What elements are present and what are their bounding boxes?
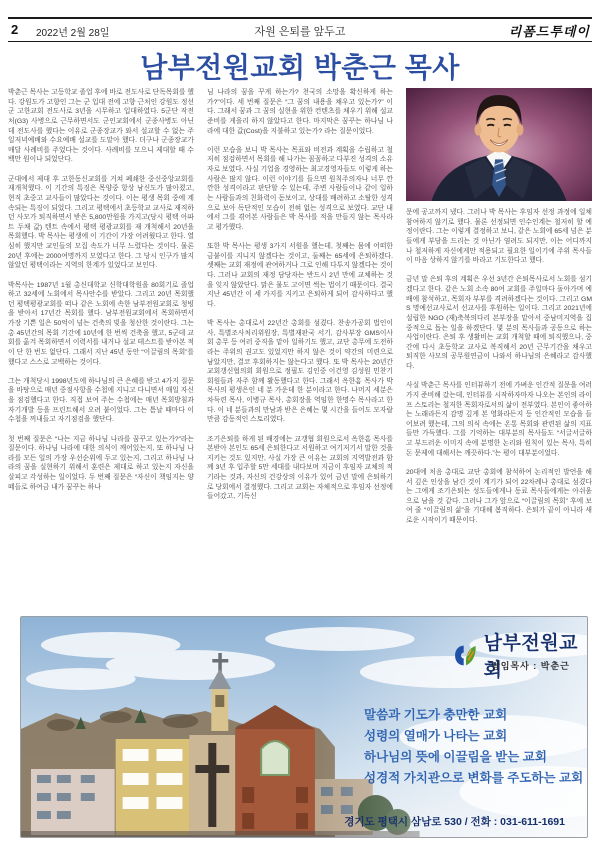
slogan-line: 성경적 가치관으로 변화를 주도하는 교회 <box>364 771 584 785</box>
paragraph: 이런 모습을 보니 박 목사는 목표와 비전과 계획을 수립하고 철저히 점검하면서 목회를 해 나가는 꼼꼼하고 다부진 성격의 소유자로 보였다. 사실 기업을 경영하는 최고경영자들도 이렇게 하는 사람은 많지 않다. 이런 이야기를 들으면 원칙주의자나 너무 깐깐한 성격이라고 판단할 수 있는데, 주변 사람들이나 같이 일하는 사람들과의 친화력이 돋보이고, 상대를 배려하고 소탈한 성격으로 보아 독단적인 모습이 전혀 없는 성격으로 보였다. 교단 내에서 그를 겪어본 사람들은 박 목사를 적을 만들지 않는 목사라고 평가했다. <box>207 146 393 231</box>
article-column-3 <box>406 88 592 609</box>
church-advertisement <box>20 616 588 838</box>
paragraph: 또한 박 목사는 평생 3가지 서원을 했는데, 첫째는 몸에 어떠한 금붙이를 지니지 않겠다는 것이고, 둘째는 65세에 은퇴하겠다. 셋째는 교회 재정에 관여하거나 그로 인해 다투지 않겠다는 것이다. 그러나 교회의 재정 담당자는 반드시 2년 만에 교체하는 것을 잊지 않았단다. 맑은 물도 고이면 썩는 법이기 때문이다. 결국 지난 45년간 이 세 가지를 지키고 은퇴하게 되어 감사하다고 했다. <box>207 242 393 308</box>
header-top-rule <box>8 17 592 19</box>
article-column-1 <box>8 88 194 609</box>
paragraph: 박춘근 목사는 고등학교 졸업 후에 바로 전도사로 단독목회를 했다. 강원도가 고향인 그는 군 입대 전에 고향 근처인 강원도 정선군 고한교회 전도사로 3년을 시무하고 입대하였다. 5군단 작전처(G3) 사병으로 근무하면서도 군인교회에서 군종사병도 아닌데 전도사를 했다는 이유로 군종장교가 와서 설교할 수 없는 주일저녁예배와 수요예배 설교를 도맡아 했다. 더구나 군종장교가 매달 사례비를 주었다는 것이다. 사례비를 모으니 제대할 때 수백만 원이나 되었단다. <box>8 89 194 164</box>
church-address: 경기도 평택시 삼남로 530 / 전화 : 031-611-1691 <box>344 816 565 828</box>
paragraph: 첫 번째 질문은 “나는 지금 하나님 나라를 꿈꾸고 있는가?”라는 질문이다. 하나님 나라에 대한 의식이 깨어있는지, 또 하나님 나라를 모든 일의 가장 우선순위에 두고 있는지, 그리고 하나님 나라의 꿈을 실현하기 위해서 훈련은 제대로 하고 있는지 자신을 살피고 각성하는 일이었다. 두 번째 질문은 “자신이 책임지는 양떼들로 하여금 내가 꿈꾸는 하나 <box>8 435 194 491</box>
article-headline: 남부전원교회 박춘근 목사 <box>140 52 460 83</box>
paragraph: 금년 말 은퇴 후의 계획은 우선 3년간 은퇴목사로서 노회를 섬기겠다고 한다. 같은 노회 소속 80여 교회를 주일마다 돌아가며 예배에 참석하고, 목회자 부부를 격려하겠다는 것이다. 그리고 GMS 명예선교사로서 선교사를 후원하는 일이다. 그리고 2021년에 설립한 NGO (재)축복의다리 본부장을 맡아서 중남미지역을 집중적으로 돕는 일을 하겠단다. 몇 분의 목사들과 공동으로 하는 사업이란다. 은퇴 후 생활비는 교회 개척할 때에 퇴직했으나, 중간에 다시 초등학교 교사로 복직해서 20년 근무기간을 채우고 퇴직한 사모의 공무원연금이 나와서 하나님의 은혜라고 감사했다. <box>406 276 592 371</box>
slogan-line: 성령의 열매가 나타는 교회 <box>364 729 508 743</box>
church-name: 남부전원교회 <box>483 633 578 681</box>
section-title: 자원 은퇴를 앞두고 <box>254 26 346 38</box>
article-body <box>8 88 592 609</box>
paragraph: 박목사는 1987년 1월 총신대학교 신학대학원을 80회기로 졸업하고 32세에 노회에서 목사안수를 받았다. 그리고 20년 목회했던 평택평광교회를 떠나 같은 노회에 속한 남부전원교회로 청빙을 받아서 17년간 목회를 했다. 남부전원교회에서 목회하면서 가장 기쁜 일은 50억이 넘는 건축의 빚을 청산한 것이란다. 그는 총 45년간의 목회 기간에 10년에 한 번씩 건축을 했고, 5군데 교회를 옮겨 목회하면서 이력서를 내거나 설교 테스트를 받아본 적이 단 한 번도 없단다. 그래서 지난 45년 동안 “이끌림의 목회”를 했다고 스스로 고백하는 것이다. <box>8 281 194 366</box>
article-column-2 <box>207 88 393 609</box>
header-bottom-rule <box>8 41 592 42</box>
paragraph: 20대에 처음 총대로 교단 총회에 참석하여 논리적인 발언을 해서 깊은 인상을 남긴 것이 계기가 되어 22차례나 총대로 섬겼다는 그에게 조기은퇴는 성도들에게나 동료 목사들에게는 아쉬움으로 남을 것 같다. 그러나 그가 앞으로 “이끌림의 목회” 후에 보여 줄 “이끌림의 삶”을 기대해 봄직하다. 은퇴가 끝이 아니라 새로운 시작이기 때문이다. <box>406 468 592 525</box>
church-slogans <box>364 705 584 789</box>
paragraph: 조기은퇴를 하게 된 배경에는 교갱협 회원으로서 옥한흠 목사를 본받아 본인도 65세 은퇴한다고 서원하고 여기저기서 말한 것을 지키는 것도 있지만, 사실 가장 큰 이유는 교회의 지역발전과 함께 3년 후 입주할 5만 세대를 내다보며 지금이 후임자 교체의 적기라는 것과, 자신의 건강상의 이유가 있어 금년 말에 은퇴하기로 당회에서 결정했다. 그리고 교회는 자체적으로 후임자 선정에 들어갔고, 기독신 <box>207 435 393 501</box>
paragraph: 박 목사는 총대로서 22년간 총회를 섬겼다. 찬송가공회 법인이사, 특별조사처리위원장, 특별재판국 서기, 감사부장 GMS이사회 총무 등 여러 중직을 맡아 일하기도 했고, 교단 총무에 도전하라는 주위의 권고도 있었지만 하지 않은 것이 약간의 미련으로 남았지만, 결코 후회하지는 않는다고 했다. 또 박 목사는 20년간 교회갱신협의회 회원으로 정필도 김인중 이건영 김성원 민찬기 회원들과 자주 함께 활동했다고 한다. 그래서 옥한흠 목사가 박 목사의 평생은인 네 분 가운데 한 분이라고 한다. 나머지 세분은 차득련 목사, 이병규 목사, 총회장을 역임한 한명수 목사라고 한다. 이 네 분들과의 만남과 받은 은혜는 몇 시간을 들어도 모자랄 만큼 감동적인 스토리였다. <box>207 319 393 424</box>
pastor-line: 담임목사 : 박춘근 <box>491 661 570 671</box>
pastor-portrait-photo <box>406 88 592 201</box>
paragraph: 사실 박춘근 목사를 인터뷰하기 전에 가벼운 인간적 질문을 여러 가지 준비해 갔는데, 인터뷰를 시작하자마자 나오는 본인의 라이프 스토리는 철저한 목회자로서의 삶이 전부였다. 본인이 좋아하는 노래라든지 감명 깊게 본 영화라든지 등 인간적인 모습을 들어보려 했는데, 그의 의식 속에는 온통 목회와 관련된 삶의 지표들만 가득했다. 그를 기억하는 대부분의 목사들도 “서글서글하고 부드러운 이미지 속에 분명한 논리와 원칙이 있는 목사, 특히 돈 문제에 대해서는 깨끗하다.”는 평이 대부분이었다. <box>406 382 592 457</box>
paragraph: 문에 공고까지 냈다. 그러나 박 목사는 후임자 선정 과정에 일체 참여하지 않기로 했다. 물론 선정되면 인수인계는 철저히 할 예정이란다. 그는 이렇게 결정하고 보니, 같은 노회에 65세 넘은 분들에게 부담을 드리는 것 아닌가 염려도 되지만, 이는 어디까지나 철저하게 자신에게만 적용되고 필요한 일이기에 주위 목사들이 마음 상하지 않기를 바라고 기도한다고 했다. <box>406 209 592 265</box>
pastor-portrait-graphic <box>406 88 592 201</box>
paragraph: 군대에서 제대 후 고한동신교회를 거쳐 폐쇄한 중신중앙교회를 재개척했다. 이 기간의 특징은 목양중 항상 남신도가 많아졌고, 현직 초중고 교사들이 많았다는 것이다. 이는 평생 목회 중에 계속되는 특징이 되었다. 그리고 평택에서 초등학교 교사로 재직하던 사모가 퇴직하면서 받은 5,800만원을 가지고(당시 평택 아파트 두채 값) 텐트 속에서 평택 평광교회를 재 개척해서 20년을 목회했다. 박 목사는 평생에 이 기간이 가장 어려웠다고 한다. 열심히 했지만 교인들의 모집 속도가 너무 느렸다는 것이다. 물론 20년 후에는 2000여명까지 모였다고 한다. 그 당시 인구가 많지 않았던 평택이라는 지역의 한계가 있었다고 보인다. <box>8 175 194 270</box>
slogan-line: 말씀과 기도가 충만한 교회 <box>364 708 508 722</box>
slogan-line: 하나님의 뜻에 이끌림을 받는 교회 <box>364 750 547 764</box>
page-number: 2 <box>11 22 19 37</box>
masthead-logo: 리폼드투데이 <box>508 24 590 39</box>
church-logo <box>453 628 587 682</box>
paragraph: 님 나라의 꿈을 꾸게 하는가? 천국의 소망을 확신하게 하는가?”이다. 세 번째 질문은 “그 꿈의 내용을 채우고 있는가?” 이다. 그래서 꿈과 그 꿈의 실현을 위한 컨텐츠를 채우기 위해 설교준비를 게을리 하지 않았다고 한다. 마지막은 꿈꾸는 하나님 나라에 대한 값(Cost)을 지불하고 있는가? 라는 질문이었다. <box>207 89 393 135</box>
issue-date: 2022년 2월 28일 <box>36 28 110 39</box>
church-logo-icon <box>453 642 478 669</box>
paragraph: 그는 개척당시 1998년도에 하나님의 큰 은혜를 받고 4가지 질문을 바탕으로 매년 중점사항을 수첩에 지니고 다니면서 매일 자신을 점검했다고 한다. 직접 보여 주는 수첩에는 매년 목회방침과 자기개발 등을 프린트해서 오려 붙이었다. 그는 틈날 때마다 이 수첩을 꺼내들고 자기점검을 했단다. <box>8 377 194 424</box>
